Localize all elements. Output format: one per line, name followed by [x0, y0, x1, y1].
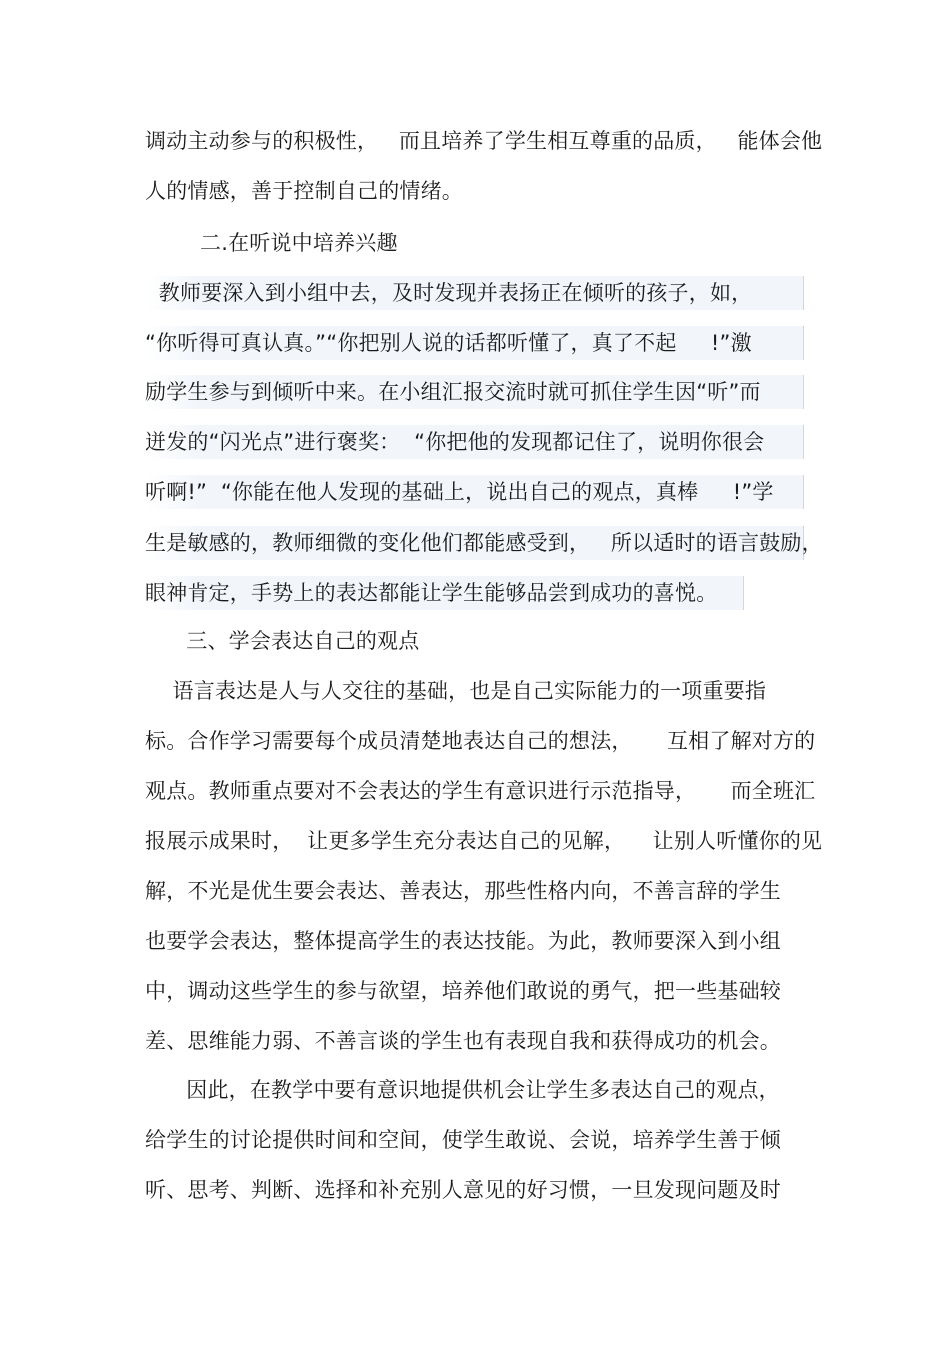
- text-line: 生是敏感的，教师细微的变化他们都能感受到， 所以适时的语言鼓励，: [145, 526, 804, 560]
- text-line: 眼神肯定，手势上的表达都能让学生能够品尝到成功的喜悦。: [145, 576, 744, 610]
- text-line: 教师要深入到小组中去，及时发现并表扬正在倾听的孩子，如，: [145, 276, 804, 310]
- text-line: 听啊!” “你能在他人发现的基础上，说出自己的观点，真棒 !”学: [145, 475, 804, 509]
- text-line: 语言表达是人与人交往的基础，也是自己实际能力的一项重要指: [145, 679, 767, 703]
- text-line: “你听得可真认真。”“你把别人说的话都听懂了，真了不起 !”激: [145, 326, 804, 360]
- text-line: 人的情感，善于控制自己的情绪。: [145, 179, 463, 203]
- text-line: 差、思维能力弱、不善言谈的学生也有表现自我和获得成功的机会。: [145, 1029, 781, 1053]
- text-line: 中，调动这些学生的参与欲望，培养他们敢说的勇气，把一些基础较: [145, 979, 781, 1003]
- text-line: 也要学会表达，整体提高学生的表达技能。为此，教师要深入到小组: [145, 929, 781, 953]
- text-line: 解，不光是优生要会表达、善表达，那些性格内向，不善言辞的学生: [145, 879, 781, 903]
- text-line: 报展示成果时， 让更多学生充分表达自己的见解， 让别人听懂你的见: [145, 829, 823, 853]
- text-line: 励学生参与到倾听中来。在小组汇报交流时就可抓住学生因“听”而: [145, 375, 804, 409]
- section-heading: 二.在听说中培养兴趣: [145, 231, 398, 255]
- text-line: 迸发的“闪光点”进行褒奖： “你把他的发现都记住了，说明你很会: [145, 425, 804, 459]
- text-line: 听、思考、判断、选择和补充别人意见的好习惯，一旦发现问题及时: [145, 1178, 781, 1202]
- text-line: 因此，在教学中要有意识地提供机会让学生多表达自己的观点，: [145, 1078, 780, 1102]
- text-line: 标。合作学习需要每个成员清楚地表达自己的想法， 互相了解对方的: [145, 729, 816, 753]
- text-line: 给学生的讨论提供时间和空间，使学生敢说、会说，培养学生善于倾: [145, 1128, 781, 1152]
- text-line: 调动主动参与的积极性， 而且培养了学生相互尊重的品质， 能体会他: [145, 129, 823, 153]
- section-heading: 三、学会表达自己的观点: [145, 629, 420, 653]
- text-line: 观点。教师重点要对不会表达的学生有意识进行示范指导， 而全班汇: [145, 779, 816, 803]
